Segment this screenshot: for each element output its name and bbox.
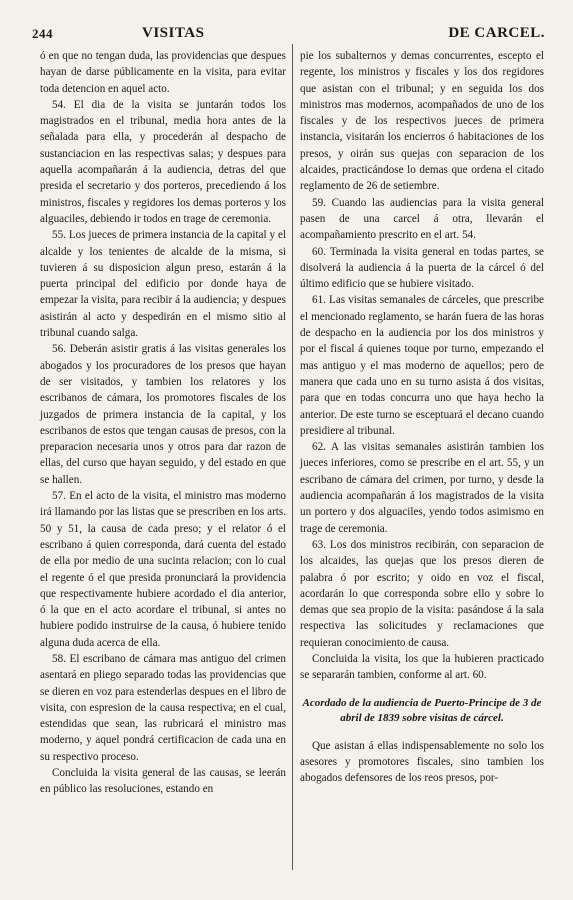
page-number: 244 xyxy=(32,26,53,41)
column-divider xyxy=(292,44,293,870)
article-60: 60. Terminada la visita general en todas partes, se disolverá la audiencia á la puerta de la cárcel ó del último edificio que se hubiere visitado. xyxy=(300,245,544,291)
right-column xyxy=(300,48,544,786)
article-56: 56. Deberán asistir gratis á las visitas generales los abogados y los procuradores de los presos que hayan de ser visitados, y tambien los relatores y los escribanos de cámara, los promotores fiscales de los juzgados de primera instancia de la capital, y los escribanos de estos que tengan causas de presos, con la preparacion necesaria unos y otros para dar razon de ellas, del curso que hayan seguido, y del estado en que se hallen. xyxy=(40,343,286,486)
paragraph-concluida-causas: Concluida la visita general de las causas, se leerán en público las resoluciones, estando en xyxy=(40,767,286,796)
paragraph-acordado: Que asistan á ellas indispensablemente no solo los asesores y promotores fiscales, sino tambien los abogados defensores de los reos presos, por- xyxy=(300,739,544,785)
article-61: 61. Las visitas semanales de cárceles, que prescribe el mencionado reglamento, se harán fuera de las horas de despacho en la audiencia por los dos ministros y por el fiscal á quienes toque por turno, empezando el mas antiguo y el mas moderno de aquellos; pero de manera que cada uno en su turno asista á dos visitas, para que en todas concurra uno que haya hecho la anterior. De este turno se esceptuará el decano cuando presidiere al tribunal. xyxy=(300,294,544,437)
paragraph-concluida-visita: Concluida la visita, los que la hubieren practicado se separarán tambien, conforme al art. 60. xyxy=(300,652,544,682)
header-title-left: VISITAS xyxy=(142,25,205,41)
article-57: 57. En el acto de la visita, el ministro mas moderno irá llamando por las listas que se prescriben en los arts. 50 y 51, la causa de cada preso; y el relator ó el escribano á quien corresponda, dará cuenta del estado de ella por medio de una sucinta relacion; con lo cual el regente ó el que presida pronunciará la providencia que respectivamente hubiere acordado el dia anterior, ó la que en el acto acordare el tribunal, si antes no hubiere podido instruirse de la causa, ó hubiere tenido alguna duda acerca de ella. xyxy=(40,490,286,649)
left-column xyxy=(40,48,286,798)
article-55: 55. Los jueces de primera instancia de la capital y el alcalde y los tenientes de alcalde de la misma, si tuvieren á su disposicion algun preso, estarán á la puerta principal del edificio por donde haya de empezar la visita, para recibir á la audiencia; y despues asistirán al acto y despedirán en el mismo sitio al tribunal cuando salga. xyxy=(40,229,286,340)
paragraph-continued: ó en que no tengan duda, las providencias que despues hayan de darse públicamente en la visita, para evitar toda detencion en aquel acto. xyxy=(40,50,286,95)
article-62: 62. A las visitas semanales asistirán tambien los jueces inferiores, como se prescribe en el art. 55, y un escribano de cámara del crimen, por turno, y desde la audiencia acompañarán á los magistrados de la visita un portero y dos alguaciles, yendo todos asimismo en trage de ceremonia. xyxy=(300,441,544,535)
section-heading: Acordado de la audiencia de Puerto-Principe de 3 de abril de 1839 sobre visitas de cárcel. xyxy=(302,696,542,724)
header-title-right: DE CARCEL. xyxy=(448,25,545,41)
article-63: 63. Los dos ministros recibirán, con separacion de los alcaides, las quejas que los presos dieren de palabra ó por escrito; y oido en voz el fiscal, acordarán lo que corresponda sobre ello y sobre lo demas que sea propio de la visita: pasándose á la sala respectiva las solicitudes y reclamaciones que requieran conocimiento de causa. xyxy=(300,538,544,649)
article-58: 58. El escribano de cámara mas antiguo del crimen asentará en pliego separado todas las providencias que se dieren en voz para estenderlas despues en el libro de visita, con espresion de la causa respectiva; en el cual, estendidas que sean, las rubricará el ministro mas moderno, y aquel pondrá certificacion de cada una en su respectivo proceso. xyxy=(40,652,286,763)
article-54: 54. El dia de la visita se juntarán todos los magistrados en el tribunal, media hora antes de la señalada para ella, y procederán al despacho de sustanciacion en las respectivas salas; y despues para aquella acompañarán á la audiencia, detras del que presida el secretario y dos porteros, precediendo á los ministros, fiscales y regidores los demas porteros y los alguaciles, debiendo ir todos en trage de ceremonia. xyxy=(40,98,286,225)
article-59: 59. Cuando las audiencias para la visita general pasen de una carcel á otra, llevarán el acompañamiento prescrito en el art. 54. xyxy=(300,196,544,242)
paragraph-continued: pie los subalternos y demas concurrentes, escepto el regente, los ministros y fiscales y los dos regidores que asistan con el tribunal; y en seguida los dos ministros mas modernos, acompañados de uno de los fiscales y de los respectivos jueces de primera instancia, visitarán los encierros ó habitaciones de los presos, y oirán sus quejas con separacion de los alcaides, practicándose lo demas que ordena el citado reglamento de 26 de setiembre. xyxy=(300,50,544,193)
running-header xyxy=(32,22,553,46)
